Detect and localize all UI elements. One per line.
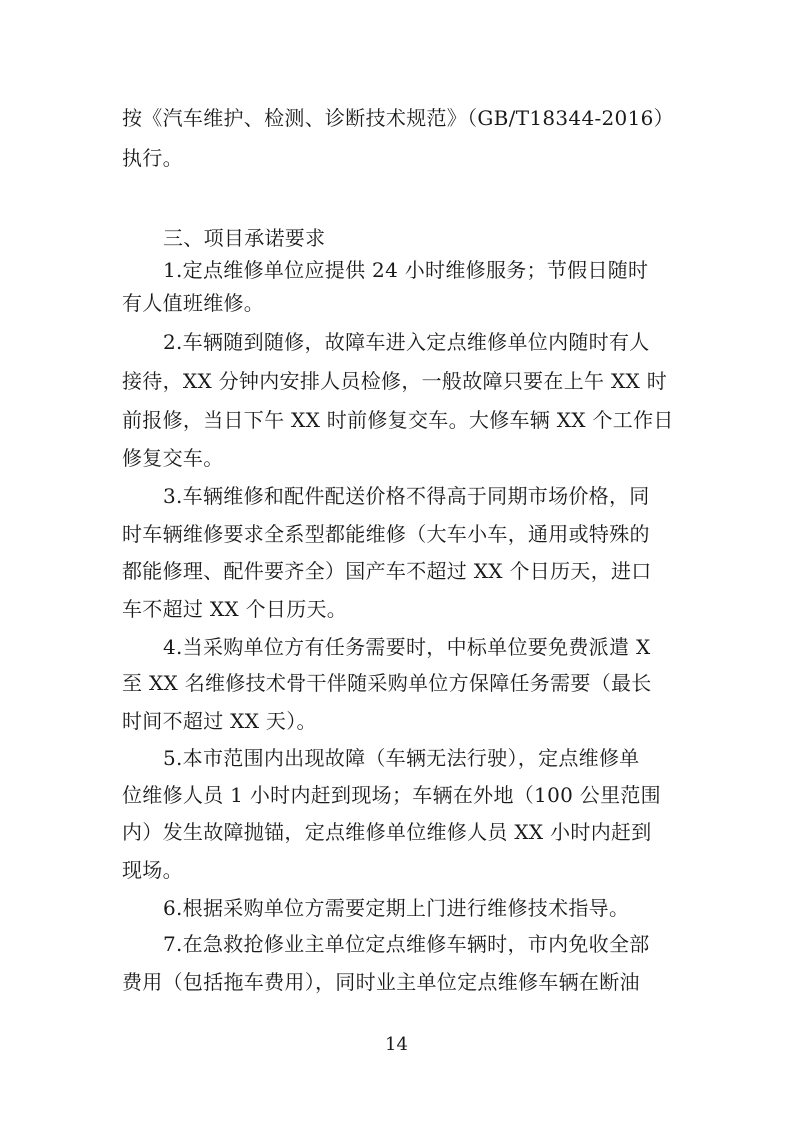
- item-3-line-1: 3.车辆维修和配件配送价格不得高于同期市场价格，同: [163, 484, 650, 508]
- item-2-line-4: 修复交车。: [122, 446, 224, 470]
- item-3-line-2: 时车辆维修要求全系型都能维修（大车小车，通用或特殊的: [122, 522, 650, 546]
- item-4-line-3: 时间不超过 XX 天）。: [122, 709, 317, 733]
- item-7-line-2: 费用（包括拖车费用），同时业主单位定点维修车辆在断油: [122, 970, 640, 994]
- item-5-line-4: 现场。: [122, 858, 183, 882]
- item-2-line-3: 前报修，当日下午 XX 时前修复交车。大修车辆 XX 个工作日: [122, 408, 674, 432]
- item-3-line-4: 车不超过 XX 个日历天。: [122, 597, 348, 621]
- item-3-line-3: 都能修理、配件要齐全）国产车不超过 XX 个日历天，进口: [122, 559, 652, 583]
- item-1-line-1: 1.定点维修单位应提供 24 小时维修服务；节假日随时: [163, 258, 649, 282]
- item-4-line-2: 至 XX 名维修技术骨干伴随采购单位方保障任务需要（最长: [122, 671, 652, 695]
- item-1-line-2: 有人值班维修。: [122, 291, 265, 315]
- item-2-line-1: 2.车辆随到随修，故障车进入定点维修单位内随时有人: [163, 330, 650, 354]
- item-5-line-1: 5.本市范围内出现故障（车辆无法行驶），定点维修单: [163, 746, 640, 770]
- item-5-line-2: 位维修人员 1 小时内赶到现场；车辆在外地（100 公里范围: [122, 783, 661, 807]
- item-7-line-1: 7.在急救抢修业主单位定点维修车辆时，市内免收全部: [163, 932, 650, 956]
- item-2-line-2: 接待，XX 分钟内安排人员检修，一般故障只要在上午 XX 时: [122, 369, 668, 393]
- item-6-line-1: 6.根据采购单位方需要定期上门进行维修技术指导。: [163, 896, 630, 920]
- page-number: 14: [385, 1034, 408, 1055]
- item-4-line-1: 4.当采购单位方有任务需要时，中标单位要免费派遣 X: [163, 635, 651, 659]
- item-5-line-3: 内）发生故障抛锚，定点维修单位维修人员 XX 小时内赶到: [122, 820, 652, 844]
- intro-line-2: 执行。: [122, 146, 183, 170]
- intro-line-1: 按《汽车维护、检测、诊断技术规范》（GB/T18344-2016）: [122, 106, 674, 130]
- section-heading: 三、项目承诺要求: [163, 226, 326, 250]
